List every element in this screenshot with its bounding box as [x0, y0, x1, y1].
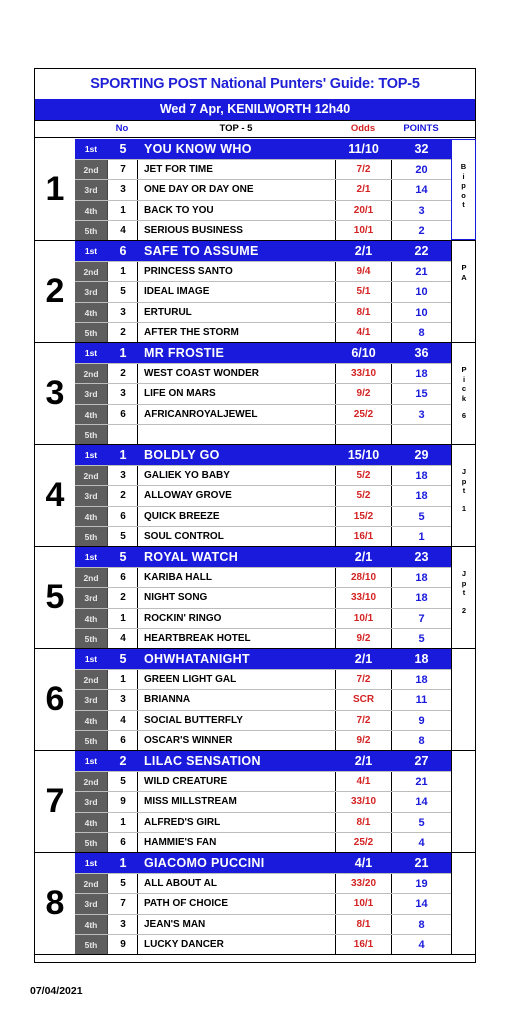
note-letter: J — [461, 569, 467, 578]
race-number: 5 — [45, 578, 65, 616]
runner-number: 6 — [107, 405, 138, 424]
runner-number: 1 — [107, 343, 138, 363]
position-label: 1st — [84, 348, 98, 358]
runner-number: 1 — [107, 853, 138, 873]
runner-number: 6 — [107, 241, 138, 261]
race-block — [35, 751, 475, 853]
odds-value: 8/1 — [335, 813, 391, 832]
position-label: 1st — [84, 450, 98, 460]
odds-value: 11/10 — [335, 139, 391, 159]
table-row — [75, 302, 451, 322]
bet-type-note — [451, 853, 476, 954]
points-value: 2 — [391, 221, 451, 240]
odds-value: 9/4 — [335, 262, 391, 281]
horse-name: SAFE TO ASSUME — [137, 241, 335, 261]
runner-number: 1 — [107, 813, 138, 832]
table-row — [75, 832, 451, 852]
runner-number — [107, 425, 138, 444]
runner-number: 3 — [107, 384, 138, 403]
runner-number: 9 — [107, 935, 138, 954]
horse-name: KARIBA HALL — [137, 568, 335, 587]
odds-value: 7/2 — [335, 670, 391, 689]
odds-value: 2/1 — [335, 649, 391, 669]
runner-number: 6 — [107, 568, 138, 587]
runner-number: 7 — [107, 894, 138, 913]
horse-name: MISS MILLSTREAM — [137, 792, 335, 811]
note-letter: P — [461, 365, 467, 374]
points-value: 8 — [391, 731, 451, 750]
race-number: 8 — [45, 884, 65, 922]
horse-name: AFTER THE STORM — [137, 323, 335, 342]
table-row — [75, 587, 451, 607]
bet-type-note — [451, 649, 476, 750]
odds-value: 10/1 — [335, 221, 391, 240]
horse-name: ROYAL WATCH — [137, 547, 335, 567]
points-value: 18 — [391, 466, 451, 485]
runner-number: 4 — [107, 221, 138, 240]
points-value: 4 — [391, 833, 451, 852]
table-row — [75, 628, 451, 648]
points-value: 18 — [391, 364, 451, 383]
points-value: 21 — [391, 772, 451, 791]
odds-value: 2/1 — [335, 180, 391, 199]
position-label: 5th — [84, 429, 98, 440]
table-row — [75, 322, 451, 342]
position-label: 3rd — [84, 491, 98, 502]
runner-number: 9 — [107, 792, 138, 811]
odds-value — [335, 425, 391, 444]
odds-value: 10/1 — [335, 894, 391, 913]
horse-name: OSCAR'S WINNER — [137, 731, 335, 750]
top-pick-row — [75, 547, 451, 567]
note-letter: J — [461, 467, 467, 476]
horse-name: OHWHATANIGHT — [137, 649, 335, 669]
horse-name: QUICK BREEZE — [137, 507, 335, 526]
bet-type-note — [451, 343, 476, 444]
points-value: 10 — [391, 303, 451, 322]
points-value: 4 — [391, 935, 451, 954]
top-pick-row — [75, 241, 451, 261]
position-label: 3rd — [84, 593, 98, 604]
position-label: 3rd — [84, 287, 98, 298]
horse-name: JEAN'S MAN — [137, 915, 335, 934]
horse-name: NIGHT SONG — [137, 588, 335, 607]
odds-value: 8/1 — [335, 915, 391, 934]
runner-number: 1 — [107, 262, 138, 281]
runner-number: 3 — [107, 303, 138, 322]
points-value: 21 — [391, 262, 451, 281]
points-value: 14 — [391, 792, 451, 811]
position-label: 4th — [84, 409, 98, 420]
points-value: 3 — [391, 405, 451, 424]
runner-number: 1 — [107, 201, 138, 220]
points-value: 20 — [391, 160, 451, 179]
points-value: 18 — [391, 588, 451, 607]
points-value: 9 — [391, 711, 451, 730]
odds-value: 4/1 — [335, 853, 391, 873]
bet-type-note — [451, 547, 476, 648]
race-block — [35, 241, 475, 343]
position-label: 2nd — [83, 267, 99, 278]
points-value: 7 — [391, 609, 451, 628]
table-row — [75, 934, 451, 954]
position-label: 4th — [84, 205, 98, 216]
top-pick-row — [75, 853, 451, 873]
points-value: 8 — [391, 323, 451, 342]
points-value: 29 — [391, 445, 451, 465]
horse-name: ROCKIN' RINGO — [137, 609, 335, 628]
race-block — [35, 343, 475, 445]
column-header-no: No — [115, 123, 129, 134]
note-letter: t — [462, 200, 465, 209]
runner-number: 2 — [107, 486, 138, 505]
points-value: 15 — [391, 384, 451, 403]
position-label: 5th — [84, 735, 98, 746]
points-value: 36 — [391, 343, 451, 363]
horse-name: HAMMIE'S FAN — [137, 833, 335, 852]
position-label: 2nd — [83, 471, 99, 482]
race-block — [35, 853, 475, 955]
table-row — [75, 771, 451, 791]
horse-name: GALIEK YO BABY — [137, 466, 335, 485]
runner-number: 2 — [107, 588, 138, 607]
points-value: 21 — [391, 853, 451, 873]
runner-number: 5 — [107, 527, 138, 546]
position-label: 1st — [84, 756, 98, 766]
horse-name: BACK TO YOU — [137, 201, 335, 220]
horse-name: ALLOWAY GROVE — [137, 486, 335, 505]
table-row — [75, 363, 451, 383]
odds-value: 2/1 — [335, 241, 391, 261]
odds-value: 15/2 — [335, 507, 391, 526]
odds-value: 33/10 — [335, 792, 391, 811]
bet-type-note — [451, 751, 476, 852]
runner-number: 3 — [107, 690, 138, 709]
position-label: 3rd — [84, 695, 98, 706]
odds-value: 7/2 — [335, 160, 391, 179]
runner-number: 4 — [107, 711, 138, 730]
odds-value: 9/2 — [335, 384, 391, 403]
points-value: 5 — [391, 629, 451, 648]
horse-name — [137, 425, 335, 444]
points-value: 14 — [391, 180, 451, 199]
position-label: 1st — [84, 654, 98, 664]
race-number: 3 — [45, 374, 65, 412]
runner-number: 3 — [107, 466, 138, 485]
points-value: 18 — [391, 649, 451, 669]
odds-value: 2/1 — [335, 547, 391, 567]
race-meeting-banner: Wed 7 Apr, KENILWORTH 12h40 — [35, 99, 475, 120]
position-label: 2nd — [83, 879, 99, 890]
odds-value: 16/1 — [335, 935, 391, 954]
odds-value: 33/10 — [335, 364, 391, 383]
horse-name: ERTURUL — [137, 303, 335, 322]
table-row — [75, 281, 451, 301]
table-row — [75, 689, 451, 709]
column-header-top5: TOP - 5 — [219, 123, 253, 134]
race-number: 7 — [45, 782, 65, 820]
bet-type-note — [451, 139, 476, 240]
horse-name: AFRICANROYALJEWEL — [137, 405, 335, 424]
top-pick-row — [75, 751, 451, 771]
table-row — [75, 383, 451, 403]
table-row — [75, 526, 451, 546]
runner-number: 3 — [107, 180, 138, 199]
position-label: 4th — [84, 511, 98, 522]
table-row — [75, 567, 451, 587]
horse-name: SOUL CONTROL — [137, 527, 335, 546]
position-label: 5th — [84, 327, 98, 338]
position-label: 5th — [84, 837, 98, 848]
position-label: 4th — [84, 307, 98, 318]
table-row — [75, 669, 451, 689]
points-value: 8 — [391, 915, 451, 934]
note-letter: A — [461, 272, 467, 282]
note-letter: o — [461, 190, 466, 200]
points-value: 23 — [391, 547, 451, 567]
runner-number: 5 — [107, 772, 138, 791]
position-label: 5th — [84, 225, 98, 236]
position-label: 4th — [84, 919, 98, 930]
points-value: 22 — [391, 241, 451, 261]
horse-name: YOU KNOW WHO — [137, 139, 335, 159]
runner-number: 7 — [107, 160, 138, 179]
position-label: 2nd — [83, 675, 99, 686]
position-label: 5th — [84, 633, 98, 644]
points-value: 19 — [391, 874, 451, 893]
points-value — [391, 425, 451, 444]
horse-name: MR FROSTIE — [137, 343, 335, 363]
horse-name: BOLDLY GO — [137, 445, 335, 465]
table-row — [75, 485, 451, 505]
bet-type-note — [451, 445, 476, 546]
horse-name: SERIOUS BUSINESS — [137, 221, 335, 240]
race-block — [35, 649, 475, 751]
runner-number: 6 — [107, 833, 138, 852]
position-label: 1st — [84, 552, 98, 562]
runner-number: 3 — [107, 915, 138, 934]
odds-value: 5/2 — [335, 466, 391, 485]
runner-number: 2 — [107, 364, 138, 383]
position-label: 4th — [84, 715, 98, 726]
top-pick-row — [75, 343, 451, 363]
race-number: 2 — [45, 272, 65, 310]
points-value: 27 — [391, 751, 451, 771]
race-number: 1 — [45, 170, 65, 208]
odds-value: 9/2 — [335, 629, 391, 648]
top-pick-row — [75, 649, 451, 669]
table-row — [75, 200, 451, 220]
runner-number: 5 — [107, 874, 138, 893]
position-label: 3rd — [84, 185, 98, 196]
footer-date: 07/04/2021 — [30, 985, 83, 997]
odds-value: SCR — [335, 690, 391, 709]
odds-value: 10/1 — [335, 609, 391, 628]
position-label: 2nd — [83, 369, 99, 380]
runner-number: 6 — [107, 731, 138, 750]
points-value: 3 — [391, 201, 451, 220]
top-pick-row — [75, 139, 451, 159]
table-row — [75, 220, 451, 240]
odds-value: 20/1 — [335, 201, 391, 220]
odds-value: 6/10 — [335, 343, 391, 363]
horse-name: JET FOR TIME — [137, 160, 335, 179]
horse-name: GIACOMO PUCCINI — [137, 853, 335, 873]
odds-value: 5/1 — [335, 282, 391, 301]
horse-name: ALL ABOUT AL — [137, 874, 335, 893]
points-value: 10 — [391, 282, 451, 301]
odds-value: 25/2 — [335, 833, 391, 852]
odds-value: 5/2 — [335, 486, 391, 505]
table-row — [75, 179, 451, 199]
position-label: 4th — [84, 817, 98, 828]
note-leg-number: 2 — [461, 605, 467, 615]
position-label: 2nd — [83, 165, 99, 176]
points-value: 18 — [391, 568, 451, 587]
top-pick-row — [75, 445, 451, 465]
odds-value: 4/1 — [335, 772, 391, 791]
table-row — [75, 873, 451, 893]
bet-type-note — [451, 241, 476, 342]
runner-number: 5 — [107, 547, 138, 567]
position-label: 5th — [84, 531, 98, 542]
table-row — [75, 261, 451, 281]
race-block — [35, 139, 475, 241]
odds-value: 28/10 — [335, 568, 391, 587]
note-leg-number: 6 — [461, 411, 467, 420]
horse-name: LUCKY DANCER — [137, 935, 335, 954]
column-header-points: POINTS — [403, 123, 439, 134]
odds-value: 7/2 — [335, 711, 391, 730]
horse-name: BRIANNA — [137, 690, 335, 709]
table-row — [75, 914, 451, 934]
horse-name: GREEN LIGHT GAL — [137, 670, 335, 689]
points-value: 32 — [391, 139, 451, 159]
odds-value: 16/1 — [335, 527, 391, 546]
table-row — [75, 404, 451, 424]
points-value: 5 — [391, 813, 451, 832]
position-label: 3rd — [84, 797, 98, 808]
horse-name: LILAC SENSATION — [137, 751, 335, 771]
note-leg-number: 1 — [461, 503, 467, 513]
odds-value: 4/1 — [335, 323, 391, 342]
odds-value: 8/1 — [335, 303, 391, 322]
odds-value: 9/2 — [335, 731, 391, 750]
position-label: 1st — [84, 246, 98, 256]
table-row — [75, 465, 451, 485]
race-block — [35, 445, 475, 547]
position-label: 3rd — [84, 389, 98, 400]
table-row — [75, 424, 451, 444]
table-row — [75, 730, 451, 750]
position-label: 3rd — [84, 899, 98, 910]
runner-number: 1 — [107, 609, 138, 628]
position-label: 4th — [84, 613, 98, 624]
runner-number: 2 — [107, 751, 138, 771]
runner-number: 1 — [107, 670, 138, 689]
race-block — [35, 547, 475, 649]
note-letter: k — [461, 393, 467, 403]
note-letter: p — [461, 578, 467, 588]
points-value: 14 — [391, 894, 451, 913]
column-header-row — [35, 120, 475, 138]
table-row — [75, 710, 451, 730]
runner-number: 5 — [107, 649, 138, 669]
race-number: 4 — [45, 476, 65, 514]
horse-name: LIFE ON MARS — [137, 384, 335, 403]
odds-value: 2/1 — [335, 751, 391, 771]
punters-guide-table — [34, 68, 476, 963]
odds-value: 25/2 — [335, 405, 391, 424]
table-row — [75, 791, 451, 811]
table-row — [75, 812, 451, 832]
points-value: 5 — [391, 507, 451, 526]
points-value: 18 — [391, 486, 451, 505]
runner-number: 6 — [107, 507, 138, 526]
note-letter: i — [462, 374, 466, 384]
column-header-odds: Odds — [350, 123, 376, 134]
race-number: 6 — [45, 680, 65, 718]
position-label: 2nd — [83, 777, 99, 788]
horse-name: WILD CREATURE — [137, 772, 335, 791]
runner-number: 5 — [107, 282, 138, 301]
note-letter: B — [460, 162, 467, 171]
runner-number: 2 — [107, 323, 138, 342]
odds-value: 33/10 — [335, 588, 391, 607]
runner-number: 5 — [107, 139, 138, 159]
horse-name: HEARTBREAK HOTEL — [137, 629, 335, 648]
runner-number: 4 — [107, 629, 138, 648]
horse-name: SOCIAL BUTTERFLY — [137, 711, 335, 730]
points-value: 1 — [391, 527, 451, 546]
horse-name: PATH OF CHOICE — [137, 894, 335, 913]
note-letter: c — [461, 384, 467, 393]
note-letter: p — [461, 181, 466, 190]
horse-name: WEST COAST WONDER — [137, 364, 335, 383]
note-letter: P — [461, 263, 467, 272]
odds-value: 33/20 — [335, 874, 391, 893]
horse-name: PRINCESS SANTO — [137, 262, 335, 281]
note-letter: t — [462, 588, 466, 597]
horse-name: ALFRED'S GIRL — [137, 813, 335, 832]
note-letter: p — [461, 476, 467, 486]
position-label: 1st — [84, 858, 98, 868]
table-row — [75, 159, 451, 179]
table-row — [75, 506, 451, 526]
note-letter: t — [462, 486, 466, 495]
odds-value: 15/10 — [335, 445, 391, 465]
horse-name: ONE DAY OR DAY ONE — [137, 180, 335, 199]
note-letter: i — [462, 171, 465, 181]
points-value: 11 — [391, 690, 451, 709]
points-value: 18 — [391, 670, 451, 689]
page-title: SPORTING POST National Punters' Guide: TOP-5 — [90, 76, 420, 92]
position-label: 2nd — [83, 573, 99, 584]
position-label: 1st — [84, 144, 98, 154]
horse-name: IDEAL IMAGE — [137, 282, 335, 301]
position-label: 5th — [84, 939, 98, 950]
table-row — [75, 893, 451, 913]
table-row — [75, 608, 451, 628]
runner-number: 1 — [107, 445, 138, 465]
